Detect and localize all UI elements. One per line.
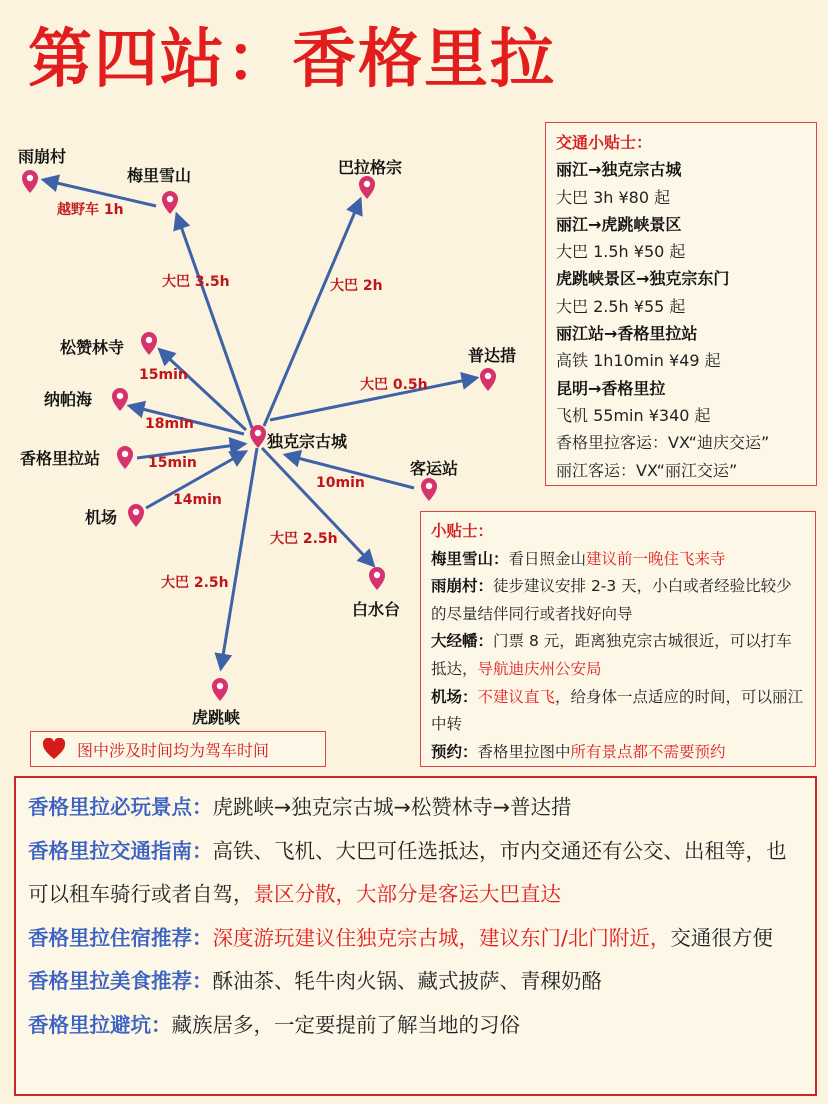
guide-food: 香格里拉美食推荐：酥油茶、牦牛肉火锅、藏式披萨、青稞奶酪 — [28, 969, 602, 993]
place-station: 香格里拉站 — [20, 449, 101, 468]
transport-extra-1: 丽江客运：VX“丽江交运” — [556, 460, 738, 480]
pin-balagezong-icon — [359, 176, 375, 199]
tip-meili: 梅里雪山：看日照金山建议前一晚住飞来寺 — [431, 549, 726, 568]
pin-baishuitai-icon — [369, 567, 385, 590]
tip-dajingfan: 大经幡：门票 8 元，距离独克宗古城很近，可以打车抵达，导航迪庆州公安局 — [431, 632, 792, 678]
place-yubeng: 雨崩村 — [18, 147, 67, 166]
route-detail-1: 大巴 1.5h ¥50 起 — [556, 242, 686, 262]
edge-center-hutiaoxia — [221, 448, 257, 668]
route-0: 丽江→独克宗古城 — [556, 160, 682, 180]
tips-box — [420, 511, 816, 767]
edge-label-hutiaoxia: 大巴 2.5h — [161, 575, 229, 591]
pin-keyunzhan-icon — [421, 478, 437, 501]
route-detail-2: 大巴 2.5h ¥55 起 — [556, 296, 686, 316]
pin-center-icon — [250, 425, 266, 448]
pin-songzanlin-icon — [141, 332, 157, 355]
route-detail-4: 飞机 55min ¥340 起 — [556, 405, 711, 425]
tip-booking: 预约：香格里拉图中所有景点都不需要预约 — [431, 742, 726, 761]
pin-yubeng-icon — [22, 170, 38, 193]
place-hutiaoxia: 虎跳峡 — [192, 708, 241, 727]
transport-tips-box — [545, 122, 817, 486]
edge-center-meili — [177, 215, 252, 428]
route-3: 丽江站→香格里拉站 — [556, 324, 698, 344]
tip-airport: 机场：不建议直飞，给身体一点适应的时间，可以丽江中转 — [431, 687, 804, 734]
guide-avoid: 香格里拉避坑：藏族居多，一定要提前了解当地的习俗 — [28, 1012, 520, 1037]
route-2: 虎跳峡景区→独克宗东门 — [556, 269, 730, 289]
pin-pudacuo-icon — [480, 368, 496, 391]
edge-center-balagezong — [264, 200, 360, 426]
place-meili: 梅里雪山 — [127, 166, 192, 185]
tips-heading: 小贴士： — [431, 522, 494, 540]
edge-label-keyunzhan: 10min — [316, 475, 365, 491]
route-4: 昆明→香格里拉 — [556, 378, 666, 398]
pin-airport-icon — [128, 504, 144, 527]
pin-station-icon — [117, 446, 133, 469]
place-napahai: 纳帕海 — [44, 390, 93, 409]
edge-label-napahai: 18min — [145, 416, 194, 432]
edge-label-yubeng: 越野车 1h — [57, 202, 124, 218]
pin-hutiaoxia-icon — [212, 678, 228, 701]
edge-label-songzanlin: 15min — [139, 367, 188, 383]
heart-icon — [41, 738, 67, 760]
pin-meili-icon — [162, 191, 178, 214]
route-detail-0: 大巴 3h ¥80 起 — [556, 187, 671, 207]
transport-tips-heading: 交通小贴士： — [556, 133, 653, 152]
edge-label-station: 15min — [148, 455, 197, 471]
guide-stay: 香格里拉住宿推荐：深度游玩建议住独克宗古城，建议东门/北门附近，交通很方便 — [28, 925, 773, 950]
edge-label-pudacuo: 大巴 0.5h — [360, 377, 428, 393]
edge-label-balagezong: 大巴 2h — [330, 278, 383, 294]
driving-time-note: 图中涉及时间均为驾车时间 — [30, 731, 326, 767]
place-baishuitai: 白水台 — [352, 600, 401, 619]
edge-label-airport: 14min — [173, 492, 222, 508]
place-songzanlin: 松赞林寺 — [60, 338, 125, 357]
edge-label-meili: 大巴 3.5h — [162, 274, 230, 290]
place-balagezong: 巴拉格宗 — [338, 158, 403, 177]
route-detail-3: 高铁 1h10min ¥49 起 — [556, 351, 721, 371]
guide-transport: 香格里拉交通指南：高铁、飞机、大巴可任选抵达，市内交通还有公交、出租等，也可以租车骑行或者自驾，景区分散，大部分是客运大巴直达 — [28, 838, 787, 906]
guide-must: 香格里拉必玩景点：虎跳峡→独克宗古城→松赞林寺→普达措 — [28, 795, 572, 819]
place-keyunzhan: 客运站 — [410, 459, 459, 478]
page-title: 第四站：香格里拉 — [28, 23, 556, 97]
place-center: 独克宗古城 — [267, 432, 348, 451]
transport-extra-0: 香格里拉客运：VX“迪庆交运” — [556, 433, 770, 453]
tip-yubeng: 雨崩村：徒步建议安排 2-3 天，小白或者经验比较少的尽量结伴同行或者找好向导 — [431, 577, 792, 623]
edge-label-baishuitai: 大巴 2.5h — [270, 531, 338, 547]
place-pudacuo: 普达措 — [468, 346, 517, 365]
route-1: 丽江→虎跳峡景区 — [556, 214, 682, 234]
place-airport: 机场 — [85, 508, 118, 527]
guide-box — [14, 776, 817, 1096]
pin-napahai-icon — [112, 388, 128, 411]
